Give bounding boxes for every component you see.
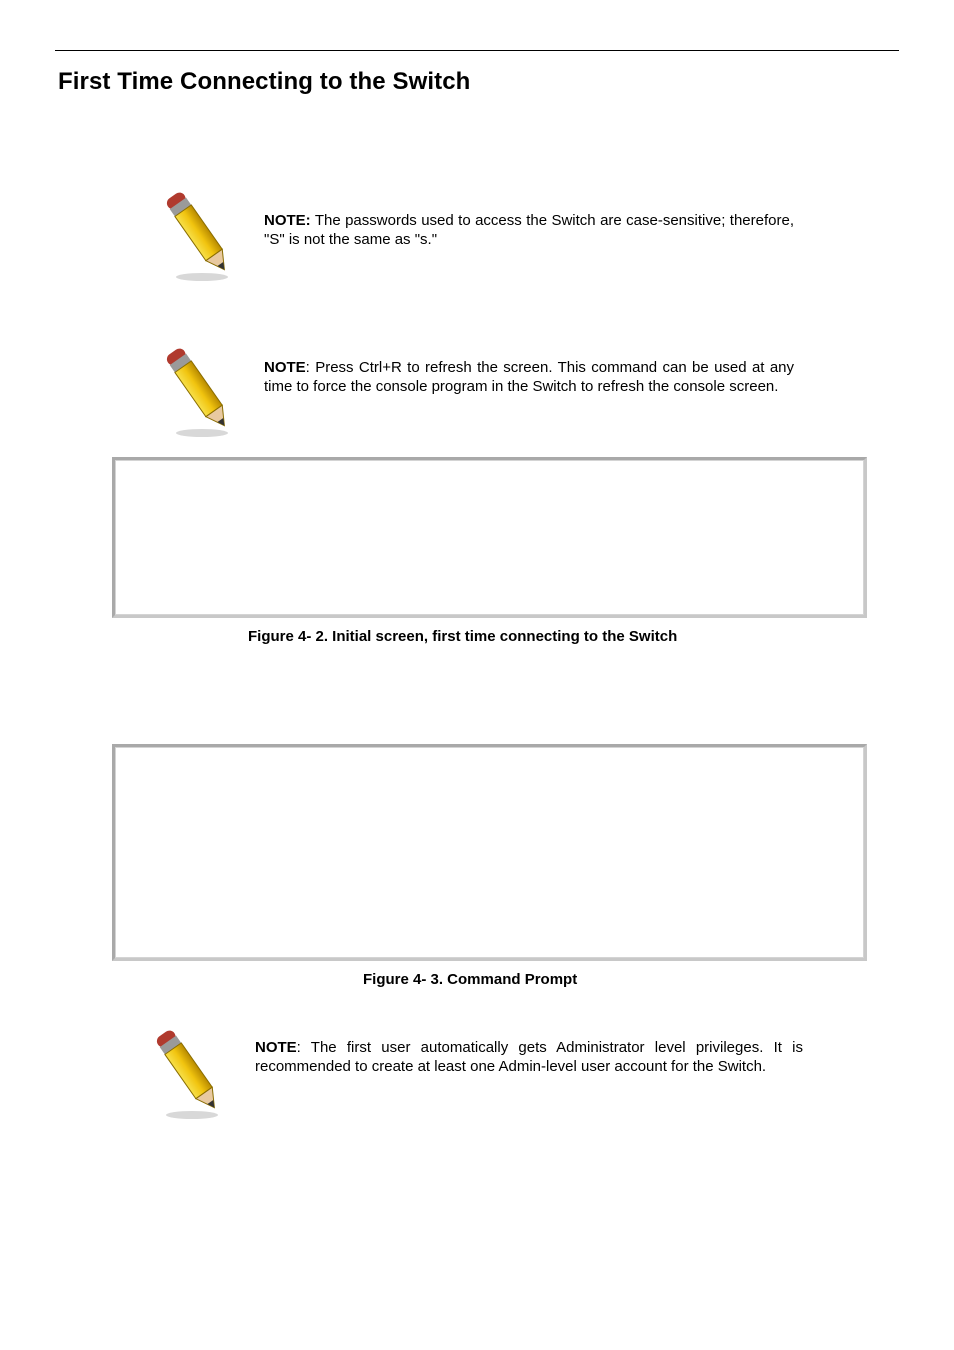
figure-caption: Figure 4- 2. Initial screen, first time connecting to the Switch: [248, 628, 678, 645]
figure-caption: Figure 4- 3. Command Prompt: [363, 971, 578, 988]
note-label: NOTE: [255, 1039, 297, 1056]
note-admin-privileges: [255, 1039, 803, 1076]
page-title: First Time Connecting to the Switch: [58, 68, 471, 95]
console-screen-initial: [112, 457, 867, 618]
header-rule: [55, 50, 899, 51]
pencil-icon: [158, 338, 238, 438]
pencil-icon: [148, 1020, 228, 1120]
note-case-sensitive: [264, 212, 794, 249]
note-refresh-screen: [264, 359, 794, 396]
note-text: The passwords used to access the Switch are case-sensitive; therefore, "S" is not the same as "s.": [264, 212, 794, 248]
note-text: : Press Ctrl+R to refresh the screen. This command can be used at any time to force the console program in the Switch to refresh the console screen.: [264, 359, 794, 395]
console-screen-command-prompt: [112, 744, 867, 961]
note-text: : The first user automatically gets Administrator level privileges. It is recommended to create at least one Admin-level user account for the Switch.: [255, 1039, 803, 1075]
pencil-icon: [158, 182, 238, 282]
note-label: NOTE:: [264, 212, 311, 229]
note-label: NOTE: [264, 359, 306, 376]
